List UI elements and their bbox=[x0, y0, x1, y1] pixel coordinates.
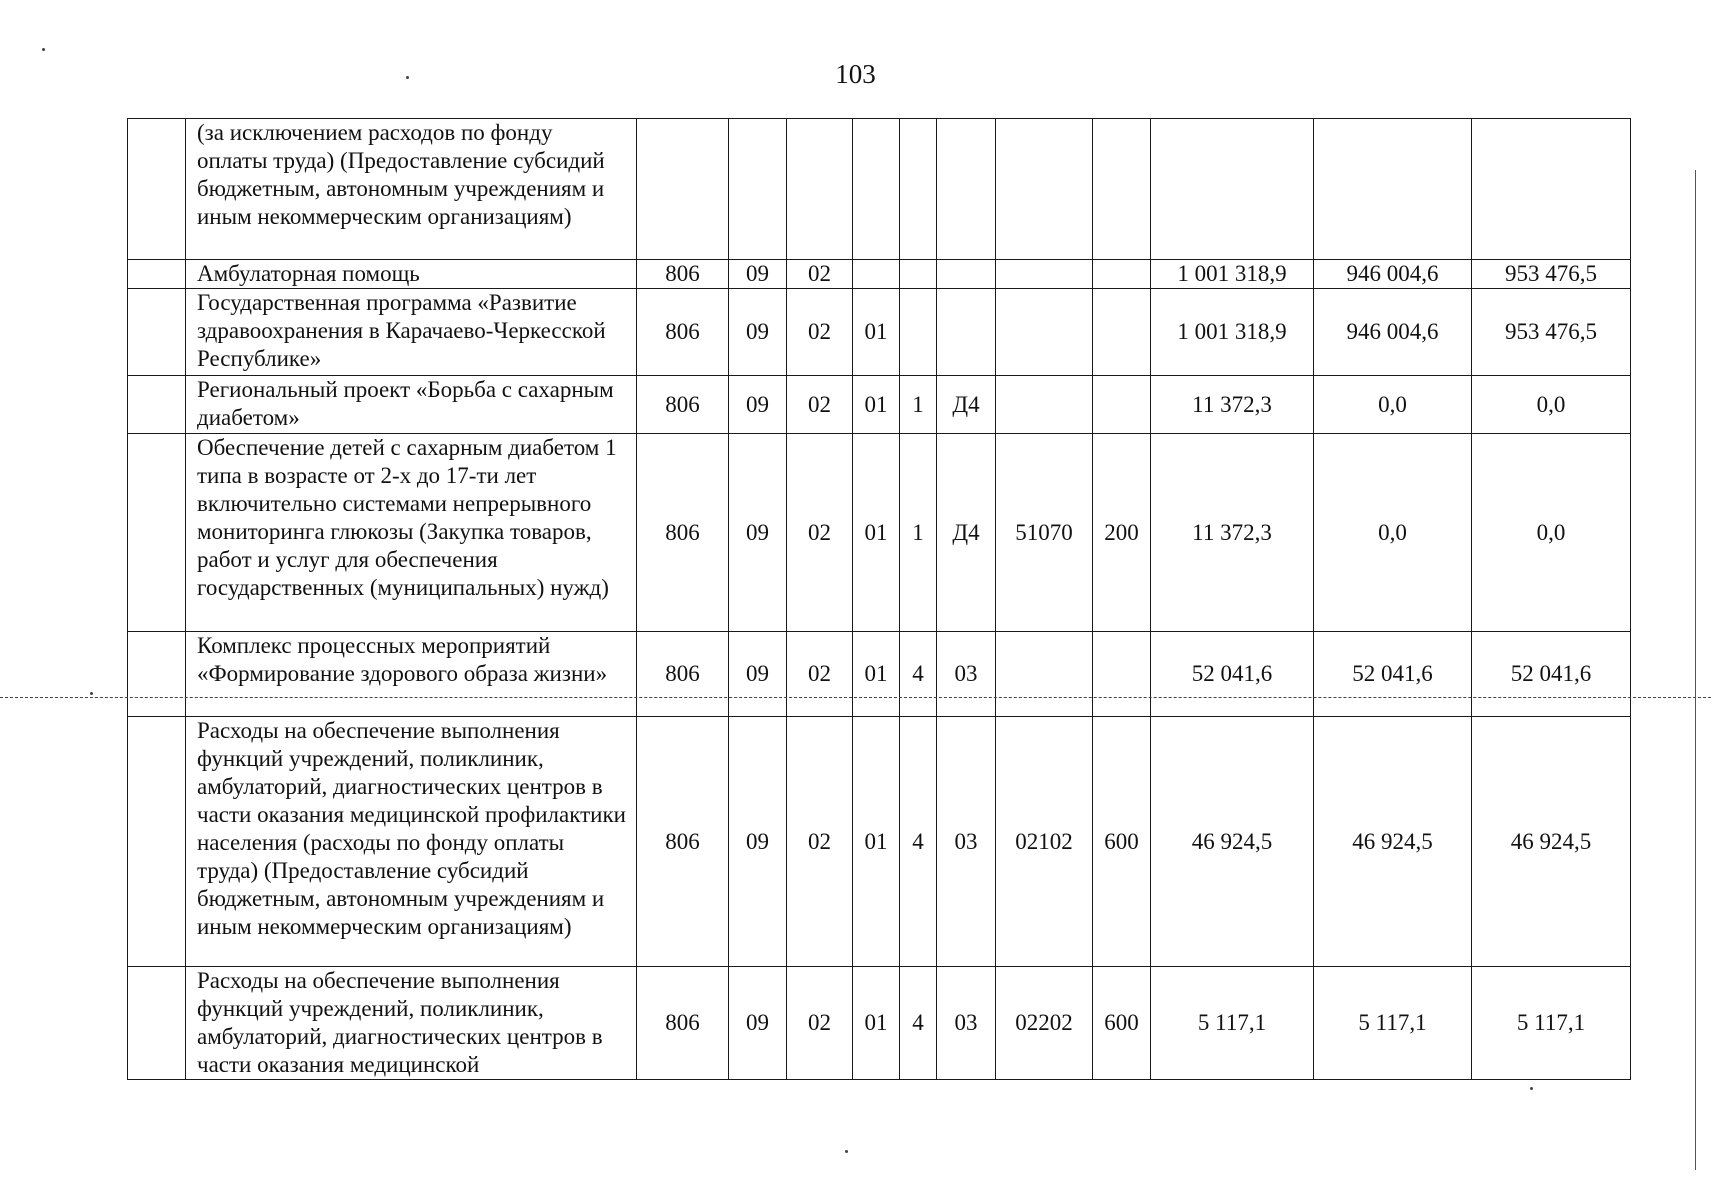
type-code: 200 bbox=[1093, 434, 1151, 632]
section-code: 09 bbox=[729, 376, 787, 434]
ministry-code: 806 bbox=[637, 260, 729, 289]
type-code bbox=[1093, 289, 1151, 376]
amount-year-2: 946 004,6 bbox=[1314, 289, 1472, 376]
subsection-code: 02 bbox=[787, 434, 853, 632]
expense-code: 51070 bbox=[996, 434, 1093, 632]
ministry-code: 806 bbox=[637, 967, 729, 1080]
expense-code bbox=[996, 260, 1093, 289]
program-code: 01 bbox=[853, 967, 900, 1080]
type-code bbox=[1093, 260, 1151, 289]
amount-year-3: 5 117,1 bbox=[1472, 967, 1631, 1080]
section-code: 09 bbox=[729, 434, 787, 632]
row-description: Региональный проект «Борьба с сахарным диабетом» bbox=[186, 376, 637, 434]
row-marker-cell bbox=[128, 260, 186, 289]
ministry-code bbox=[637, 119, 729, 260]
subprogram-code: 1 bbox=[900, 376, 937, 434]
direction-code: Д4 bbox=[937, 434, 996, 632]
type-code bbox=[1093, 632, 1151, 717]
program-code: 01 bbox=[853, 289, 900, 376]
table-row bbox=[128, 119, 1631, 260]
table-row bbox=[128, 434, 1631, 632]
section-code: 09 bbox=[729, 717, 787, 967]
ministry-code: 806 bbox=[637, 289, 729, 376]
subsection-code: 02 bbox=[787, 289, 853, 376]
direction-code: 03 bbox=[937, 717, 996, 967]
subprogram-code bbox=[900, 260, 937, 289]
table-row bbox=[128, 717, 1631, 967]
section-code: 09 bbox=[729, 967, 787, 1080]
amount-year-2: 52 041,6 bbox=[1314, 632, 1472, 717]
amount-year-1: 52 041,6 bbox=[1151, 632, 1314, 717]
subsection-code bbox=[787, 119, 853, 260]
amount-year-3: 953 476,5 bbox=[1472, 260, 1631, 289]
amount-year-1: 1 001 318,9 bbox=[1151, 260, 1314, 289]
row-description: Амбулаторная помощь bbox=[186, 260, 637, 289]
subprogram-code: 4 bbox=[900, 717, 937, 967]
subprogram-code bbox=[900, 119, 937, 260]
scan-fold-line bbox=[0, 697, 1711, 698]
expense-code bbox=[996, 289, 1093, 376]
row-description: Расходы на обеспечение выполнения функций учреждений, поликлиник, амбулаторий, диагностических центров в части оказания медицинской bbox=[186, 967, 637, 1080]
row-description: (за исключением расходов по фонду оплаты труда) (Предоставление субсидий бюджетным, автономным учреждениям и иным некоммерческим организациям) bbox=[186, 119, 637, 260]
scan-speck bbox=[90, 692, 93, 695]
amount-year-1: 5 117,1 bbox=[1151, 967, 1314, 1080]
subprogram-code bbox=[900, 289, 937, 376]
subsection-code: 02 bbox=[787, 717, 853, 967]
ministry-code: 806 bbox=[637, 632, 729, 717]
amount-year-1: 11 372,3 bbox=[1151, 434, 1314, 632]
section-code: 09 bbox=[729, 289, 787, 376]
scan-speck bbox=[1530, 1087, 1533, 1090]
program-code bbox=[853, 119, 900, 260]
row-description: Расходы на обеспечение выполнения функций учреждений, поликлиник, амбулаторий, диагностических центров в части оказания медицинской профилактики населения (расходы по фонду оплаты труда) (Предоставление субсидий бюджетным, автономным учреждениям и иным некоммерческим организациям) bbox=[186, 717, 637, 967]
amount-year-3: 46 924,5 bbox=[1472, 717, 1631, 967]
direction-code: 03 bbox=[937, 967, 996, 1080]
subsection-code: 02 bbox=[787, 632, 853, 717]
program-code: 01 bbox=[853, 376, 900, 434]
subsection-code: 02 bbox=[787, 260, 853, 289]
amount-year-3: 0,0 bbox=[1472, 434, 1631, 632]
amount-year-2: 46 924,5 bbox=[1314, 717, 1472, 967]
expense-code bbox=[996, 632, 1093, 717]
direction-code bbox=[937, 289, 996, 376]
program-code: 01 bbox=[853, 717, 900, 967]
type-code bbox=[1093, 119, 1151, 260]
amount-year-3: 52 041,6 bbox=[1472, 632, 1631, 717]
amount-year-3: 953 476,5 bbox=[1472, 289, 1631, 376]
row-description: Обеспечение детей с сахарным диабетом 1 типа в возрасте от 2-х до 17-ти лет включительно системами непрерывного мониторинга глюкозы (Закупка товаров, работ и услуг для обеспечения государственных (муниципальных) нужд) bbox=[186, 434, 637, 632]
row-marker-cell bbox=[128, 717, 186, 967]
section-code: 09 bbox=[729, 632, 787, 717]
row-marker-cell bbox=[128, 632, 186, 717]
expense-code bbox=[996, 119, 1093, 260]
row-marker-cell bbox=[128, 289, 186, 376]
direction-code: Д4 bbox=[937, 376, 996, 434]
program-code bbox=[853, 260, 900, 289]
ministry-code: 806 bbox=[637, 376, 729, 434]
amount-year-2: 5 117,1 bbox=[1314, 967, 1472, 1080]
row-description: Комплекс процессных мероприятий «Формирование здорового образа жизни» bbox=[186, 632, 637, 717]
direction-code bbox=[937, 119, 996, 260]
direction-code: 03 bbox=[937, 632, 996, 717]
amount-year-1 bbox=[1151, 119, 1314, 260]
budget-table bbox=[127, 118, 1631, 1080]
expense-code bbox=[996, 376, 1093, 434]
scan-edge-mark bbox=[1695, 170, 1696, 1170]
program-code: 01 bbox=[853, 632, 900, 717]
direction-code bbox=[937, 260, 996, 289]
scan-speck bbox=[42, 48, 45, 51]
amount-year-2: 946 004,6 bbox=[1314, 260, 1472, 289]
amount-year-2: 0,0 bbox=[1314, 434, 1472, 632]
amount-year-1: 46 924,5 bbox=[1151, 717, 1314, 967]
amount-year-2: 0,0 bbox=[1314, 376, 1472, 434]
expense-code: 02102 bbox=[996, 717, 1093, 967]
table-row bbox=[128, 632, 1631, 717]
ministry-code: 806 bbox=[637, 434, 729, 632]
row-description: Государственная программа «Развитие здравоохранения в Карачаево-Черкесской Республике» bbox=[186, 289, 637, 376]
row-marker-cell bbox=[128, 434, 186, 632]
table-row bbox=[128, 376, 1631, 434]
section-code: 09 bbox=[729, 260, 787, 289]
amount-year-1: 11 372,3 bbox=[1151, 376, 1314, 434]
table-row bbox=[128, 289, 1631, 376]
subprogram-code: 4 bbox=[900, 967, 937, 1080]
subsection-code: 02 bbox=[787, 376, 853, 434]
row-marker-cell bbox=[128, 967, 186, 1080]
table-row bbox=[128, 967, 1631, 1080]
page-number: 103 bbox=[835, 59, 876, 89]
amount-year-2 bbox=[1314, 119, 1472, 260]
type-code bbox=[1093, 376, 1151, 434]
scan-speck bbox=[845, 1150, 848, 1153]
row-marker-cell bbox=[128, 119, 186, 260]
type-code: 600 bbox=[1093, 717, 1151, 967]
amount-year-1: 1 001 318,9 bbox=[1151, 289, 1314, 376]
subsection-code: 02 bbox=[787, 967, 853, 1080]
program-code: 01 bbox=[853, 434, 900, 632]
table-row bbox=[128, 260, 1631, 289]
subprogram-code: 4 bbox=[900, 632, 937, 717]
row-marker-cell bbox=[128, 376, 186, 434]
type-code: 600 bbox=[1093, 967, 1151, 1080]
amount-year-3 bbox=[1472, 119, 1631, 260]
ministry-code: 806 bbox=[637, 717, 729, 967]
scan-speck bbox=[406, 76, 409, 79]
subprogram-code: 1 bbox=[900, 434, 937, 632]
section-code bbox=[729, 119, 787, 260]
expense-code: 02202 bbox=[996, 967, 1093, 1080]
amount-year-3: 0,0 bbox=[1472, 376, 1631, 434]
